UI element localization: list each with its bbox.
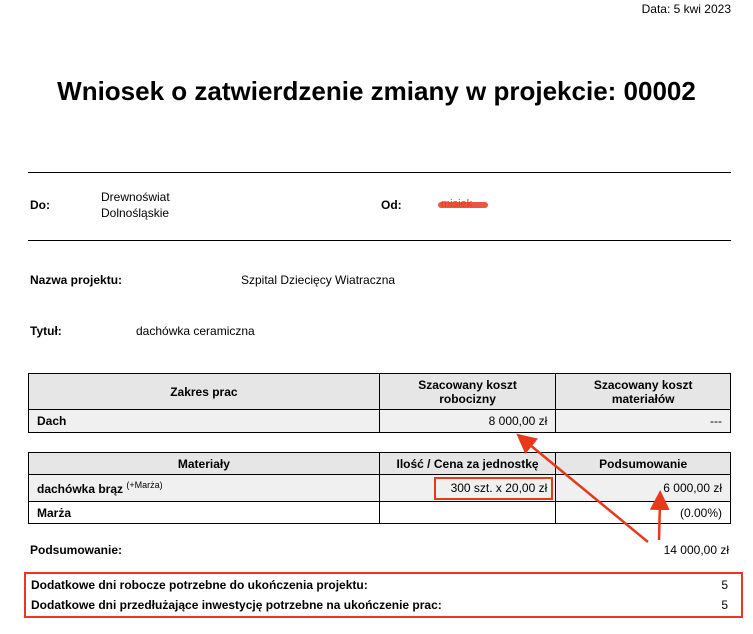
materials-header-total: Podsumowanie [556, 453, 731, 475]
materials-header-qty: Ilość / Cena za jednostkę [379, 453, 556, 475]
summary-value: 14 000,00 zł [663, 543, 729, 557]
scope-header-materials: Szacowany koszt materiałów [556, 374, 731, 410]
extra-ext-days-value: 5 [721, 598, 728, 612]
to-line-1: Drewnoświat [101, 190, 170, 204]
margin-value: (0.00%) [556, 502, 731, 524]
margin-label: Marża [29, 502, 380, 524]
scope-row-labor: 8 000,00 zł [379, 410, 556, 433]
materials-header-name: Materiały [29, 453, 380, 475]
project-title-value: dachówka ceramiczna [136, 324, 255, 338]
material-item-total: 6 000,00 zł [556, 475, 731, 502]
scope-header-labor: Szacowany koszt robocizny [379, 374, 556, 410]
project-title-label: Tytuł: [30, 324, 62, 338]
scope-row-materials: --- [556, 410, 731, 433]
extra-work-days-label: Dodatkowe dni robocze potrzebne do ukończenia projektu: [31, 578, 368, 592]
extra-work-days-value: 5 [721, 578, 728, 592]
summary-label: Podsumowanie: [30, 543, 123, 557]
arrow-to-material-total [659, 500, 660, 540]
material-item-name: dachówka brąz $^{(+Marża)}$ [29, 475, 380, 502]
extra-ext-days-label: Dodatkowe dni przedłużające inwestycję potrzebne na ukończenie prac: [31, 598, 442, 612]
to-label: Do: [30, 198, 50, 212]
material-item-qty: 300 szt. x 20,00 zł [379, 475, 556, 502]
scope-header-range: Zakres prac [29, 374, 380, 410]
from-label: Od: [381, 198, 402, 212]
project-name-label: Nazwa projektu: [30, 273, 123, 287]
arrow-to-labor-cost [524, 440, 648, 542]
to-line-2: Dolnośląskie [101, 206, 170, 220]
scope-row-name: Dach [29, 410, 380, 433]
material-item-margin-note: (+Marża) [126, 480, 163, 490]
document-title: Wniosek o zatwierdzenie zmiany w projekcie: 00002 [57, 76, 696, 106]
project-name-value: Szpital Dziecięcy Wiatraczna [241, 273, 396, 287]
document-date: Data: 5 kwi 2023 [641, 2, 731, 16]
